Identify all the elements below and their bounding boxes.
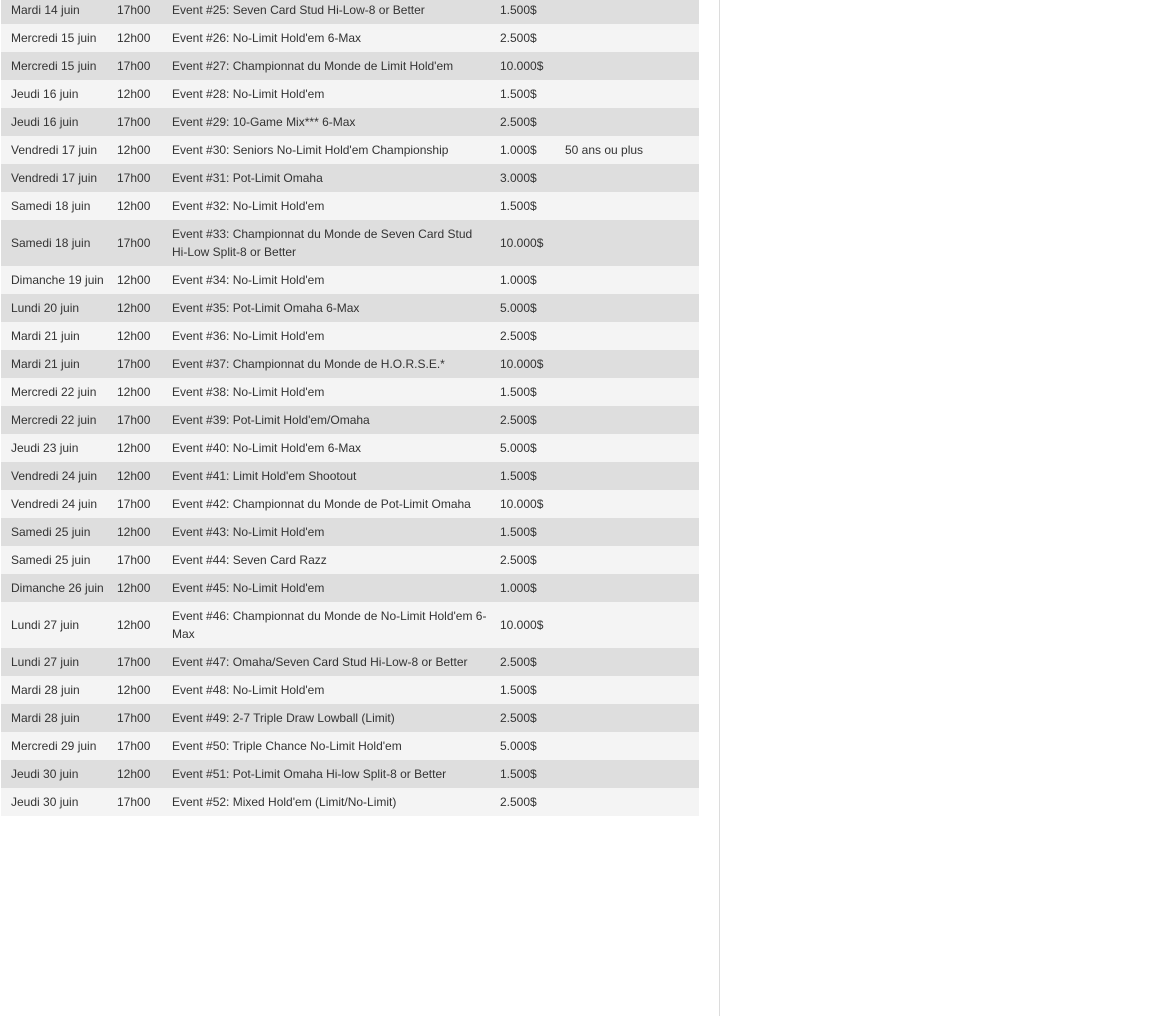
event-date-cell: Vendredi 24 juin bbox=[1, 462, 107, 490]
table-row bbox=[1, 704, 699, 732]
event-date-cell: Mardi 21 juin bbox=[1, 350, 107, 378]
event-note-cell bbox=[555, 266, 699, 294]
event-time-cell: 17h00 bbox=[107, 406, 162, 434]
table-row bbox=[1, 434, 699, 462]
event-date-cell: Dimanche 19 juin bbox=[1, 266, 107, 294]
event-name-cell: Event #50: Triple Chance No-Limit Hold'em bbox=[162, 732, 490, 760]
event-date-cell: Vendredi 17 juin bbox=[1, 136, 107, 164]
event-buyin-cell: 5.000$ bbox=[490, 294, 555, 322]
event-date-cell: Mardi 28 juin bbox=[1, 704, 107, 732]
event-date-cell: Jeudi 23 juin bbox=[1, 434, 107, 462]
event-name-cell: Event #46: Championnat du Monde de No-Limit Hold'em 6-Max bbox=[162, 602, 490, 648]
event-date-cell: Vendredi 17 juin bbox=[1, 164, 107, 192]
event-buyin-cell: 3.000$ bbox=[490, 164, 555, 192]
event-name-cell: Event #49: 2-7 Triple Draw Lowball (Limit) bbox=[162, 704, 490, 732]
event-note-cell bbox=[555, 220, 699, 266]
event-note-cell bbox=[555, 24, 699, 52]
table-row bbox=[1, 462, 699, 490]
event-time-cell: 17h00 bbox=[107, 350, 162, 378]
event-note-cell bbox=[555, 192, 699, 220]
event-note-cell bbox=[555, 732, 699, 760]
event-buyin-cell: 1.500$ bbox=[490, 192, 555, 220]
event-time-cell: 12h00 bbox=[107, 322, 162, 350]
event-time-cell: 12h00 bbox=[107, 574, 162, 602]
table-row bbox=[1, 294, 699, 322]
schedule-table-body bbox=[1, 0, 699, 816]
table-row bbox=[1, 732, 699, 760]
event-date-cell: Lundi 27 juin bbox=[1, 602, 107, 648]
event-time-cell: 17h00 bbox=[107, 52, 162, 80]
event-time-cell: 17h00 bbox=[107, 788, 162, 816]
event-date-cell: Dimanche 26 juin bbox=[1, 574, 107, 602]
event-name-cell: Event #27: Championnat du Monde de Limit Hold'em bbox=[162, 52, 490, 80]
event-time-cell: 12h00 bbox=[107, 434, 162, 462]
event-name-cell: Event #41: Limit Hold'em Shootout bbox=[162, 462, 490, 490]
table-row bbox=[1, 574, 699, 602]
event-date-cell: Samedi 18 juin bbox=[1, 220, 107, 266]
table-row bbox=[1, 760, 699, 788]
event-name-cell: Event #37: Championnat du Monde de H.O.R.S.E.* bbox=[162, 350, 490, 378]
event-note-cell: 50 ans ou plus bbox=[555, 136, 699, 164]
event-name-cell: Event #25: Seven Card Stud Hi-Low-8 or Better bbox=[162, 0, 490, 24]
event-name-cell: Event #52: Mixed Hold'em (Limit/No-Limit) bbox=[162, 788, 490, 816]
event-name-cell: Event #40: No-Limit Hold'em 6-Max bbox=[162, 434, 490, 462]
event-time-cell: 17h00 bbox=[107, 220, 162, 266]
event-date-cell: Lundi 20 juin bbox=[1, 294, 107, 322]
event-note-cell bbox=[555, 676, 699, 704]
event-buyin-cell: 1.500$ bbox=[490, 760, 555, 788]
event-buyin-cell: 2.500$ bbox=[490, 648, 555, 676]
event-date-cell: Lundi 27 juin bbox=[1, 648, 107, 676]
event-time-cell: 17h00 bbox=[107, 704, 162, 732]
table-row bbox=[1, 602, 699, 648]
event-name-cell: Event #35: Pot-Limit Omaha 6-Max bbox=[162, 294, 490, 322]
event-date-cell: Samedi 25 juin bbox=[1, 518, 107, 546]
event-date-cell: Mercredi 22 juin bbox=[1, 378, 107, 406]
event-time-cell: 12h00 bbox=[107, 266, 162, 294]
event-note-cell bbox=[555, 704, 699, 732]
event-buyin-cell: 2.500$ bbox=[490, 108, 555, 136]
event-note-cell bbox=[555, 378, 699, 406]
event-time-cell: 17h00 bbox=[107, 164, 162, 192]
event-buyin-cell: 1.500$ bbox=[490, 80, 555, 108]
event-date-cell: Samedi 18 juin bbox=[1, 192, 107, 220]
table-row bbox=[1, 546, 699, 574]
event-note-cell bbox=[555, 648, 699, 676]
event-time-cell: 17h00 bbox=[107, 648, 162, 676]
event-buyin-cell: 1.000$ bbox=[490, 136, 555, 164]
event-date-cell: Vendredi 24 juin bbox=[1, 490, 107, 518]
event-buyin-cell: 1.000$ bbox=[490, 266, 555, 294]
event-date-cell: Jeudi 30 juin bbox=[1, 788, 107, 816]
event-buyin-cell: 10.000$ bbox=[490, 220, 555, 266]
table-row bbox=[1, 378, 699, 406]
table-row bbox=[1, 406, 699, 434]
event-date-cell: Mardi 21 juin bbox=[1, 322, 107, 350]
event-date-cell: Mercredi 22 juin bbox=[1, 406, 107, 434]
table-row bbox=[1, 192, 699, 220]
event-date-cell: Jeudi 16 juin bbox=[1, 108, 107, 136]
event-note-cell bbox=[555, 108, 699, 136]
event-date-cell: Jeudi 30 juin bbox=[1, 760, 107, 788]
table-row bbox=[1, 648, 699, 676]
event-name-cell: Event #32: No-Limit Hold'em bbox=[162, 192, 490, 220]
event-note-cell bbox=[555, 788, 699, 816]
table-row bbox=[1, 80, 699, 108]
event-buyin-cell: 10.000$ bbox=[490, 350, 555, 378]
schedule-content bbox=[1, 0, 699, 816]
event-note-cell bbox=[555, 406, 699, 434]
event-name-cell: Event #42: Championnat du Monde de Pot-Limit Omaha bbox=[162, 490, 490, 518]
event-note-cell bbox=[555, 52, 699, 80]
event-name-cell: Event #45: No-Limit Hold'em bbox=[162, 574, 490, 602]
event-date-cell: Samedi 25 juin bbox=[1, 546, 107, 574]
event-name-cell: Event #43: No-Limit Hold'em bbox=[162, 518, 490, 546]
event-time-cell: 12h00 bbox=[107, 760, 162, 788]
event-time-cell: 12h00 bbox=[107, 518, 162, 546]
table-row bbox=[1, 24, 699, 52]
event-date-cell: Mercredi 29 juin bbox=[1, 732, 107, 760]
event-buyin-cell: 10.000$ bbox=[490, 602, 555, 648]
event-time-cell: 17h00 bbox=[107, 490, 162, 518]
table-row bbox=[1, 518, 699, 546]
event-buyin-cell: 10.000$ bbox=[490, 52, 555, 80]
event-note-cell bbox=[555, 0, 699, 24]
event-note-cell bbox=[555, 602, 699, 648]
event-time-cell: 17h00 bbox=[107, 546, 162, 574]
event-time-cell: 12h00 bbox=[107, 676, 162, 704]
event-buyin-cell: 10.000$ bbox=[490, 490, 555, 518]
event-note-cell bbox=[555, 294, 699, 322]
event-time-cell: 12h00 bbox=[107, 136, 162, 164]
event-note-cell bbox=[555, 490, 699, 518]
event-name-cell: Event #34: No-Limit Hold'em bbox=[162, 266, 490, 294]
event-buyin-cell: 5.000$ bbox=[490, 732, 555, 760]
event-date-cell: Mercredi 15 juin bbox=[1, 52, 107, 80]
event-buyin-cell: 1.500$ bbox=[490, 0, 555, 24]
event-note-cell bbox=[555, 518, 699, 546]
table-row bbox=[1, 350, 699, 378]
event-time-cell: 12h00 bbox=[107, 462, 162, 490]
event-buyin-cell: 2.500$ bbox=[490, 546, 555, 574]
table-row bbox=[1, 136, 699, 164]
event-time-cell: 17h00 bbox=[107, 732, 162, 760]
event-buyin-cell: 2.500$ bbox=[490, 322, 555, 350]
event-buyin-cell: 2.500$ bbox=[490, 406, 555, 434]
table-row bbox=[1, 220, 699, 266]
event-name-cell: Event #48: No-Limit Hold'em bbox=[162, 676, 490, 704]
event-name-cell: Event #30: Seniors No-Limit Hold'em Championship bbox=[162, 136, 490, 164]
event-name-cell: Event #36: No-Limit Hold'em bbox=[162, 322, 490, 350]
table-row bbox=[1, 164, 699, 192]
table-row bbox=[1, 788, 699, 816]
event-buyin-cell: 2.500$ bbox=[490, 788, 555, 816]
event-time-cell: 17h00 bbox=[107, 108, 162, 136]
event-buyin-cell: 2.500$ bbox=[490, 704, 555, 732]
event-date-cell: Mercredi 15 juin bbox=[1, 24, 107, 52]
event-buyin-cell: 2.500$ bbox=[490, 24, 555, 52]
table-row bbox=[1, 322, 699, 350]
event-name-cell: Event #51: Pot-Limit Omaha Hi-low Split-8 or Better bbox=[162, 760, 490, 788]
event-name-cell: Event #28: No-Limit Hold'em bbox=[162, 80, 490, 108]
event-note-cell bbox=[555, 462, 699, 490]
event-time-cell: 12h00 bbox=[107, 192, 162, 220]
event-date-cell: Jeudi 16 juin bbox=[1, 80, 107, 108]
event-time-cell: 12h00 bbox=[107, 602, 162, 648]
event-name-cell: Event #44: Seven Card Razz bbox=[162, 546, 490, 574]
event-note-cell bbox=[555, 322, 699, 350]
event-time-cell: 12h00 bbox=[107, 378, 162, 406]
event-buyin-cell: 1.500$ bbox=[490, 518, 555, 546]
event-note-cell bbox=[555, 546, 699, 574]
event-note-cell bbox=[555, 760, 699, 788]
column-divider bbox=[719, 0, 720, 1016]
event-name-cell: Event #31: Pot-Limit Omaha bbox=[162, 164, 490, 192]
event-date-cell: Mardi 28 juin bbox=[1, 676, 107, 704]
event-time-cell: 12h00 bbox=[107, 24, 162, 52]
schedule-table bbox=[1, 0, 699, 816]
event-name-cell: Event #38: No-Limit Hold'em bbox=[162, 378, 490, 406]
table-row bbox=[1, 266, 699, 294]
event-time-cell: 12h00 bbox=[107, 294, 162, 322]
table-row bbox=[1, 0, 699, 24]
event-note-cell bbox=[555, 574, 699, 602]
event-buyin-cell: 1.500$ bbox=[490, 676, 555, 704]
event-name-cell: Event #29: 10-Game Mix*** 6-Max bbox=[162, 108, 490, 136]
event-note-cell bbox=[555, 434, 699, 462]
event-buyin-cell: 5.000$ bbox=[490, 434, 555, 462]
event-note-cell bbox=[555, 80, 699, 108]
event-buyin-cell: 1.000$ bbox=[490, 574, 555, 602]
event-date-cell: Mardi 14 juin bbox=[1, 0, 107, 24]
event-name-cell: Event #39: Pot-Limit Hold'em/Omaha bbox=[162, 406, 490, 434]
event-name-cell: Event #33: Championnat du Monde de Seven Card Stud Hi-Low Split-8 or Better bbox=[162, 220, 490, 266]
event-buyin-cell: 1.500$ bbox=[490, 462, 555, 490]
event-name-cell: Event #47: Omaha/Seven Card Stud Hi-Low-8 or Better bbox=[162, 648, 490, 676]
event-name-cell: Event #26: No-Limit Hold'em 6-Max bbox=[162, 24, 490, 52]
event-time-cell: 12h00 bbox=[107, 80, 162, 108]
table-row bbox=[1, 490, 699, 518]
table-row bbox=[1, 108, 699, 136]
table-row bbox=[1, 52, 699, 80]
event-time-cell: 17h00 bbox=[107, 0, 162, 24]
table-row bbox=[1, 676, 699, 704]
event-note-cell bbox=[555, 350, 699, 378]
event-buyin-cell: 1.500$ bbox=[490, 378, 555, 406]
event-note-cell bbox=[555, 164, 699, 192]
